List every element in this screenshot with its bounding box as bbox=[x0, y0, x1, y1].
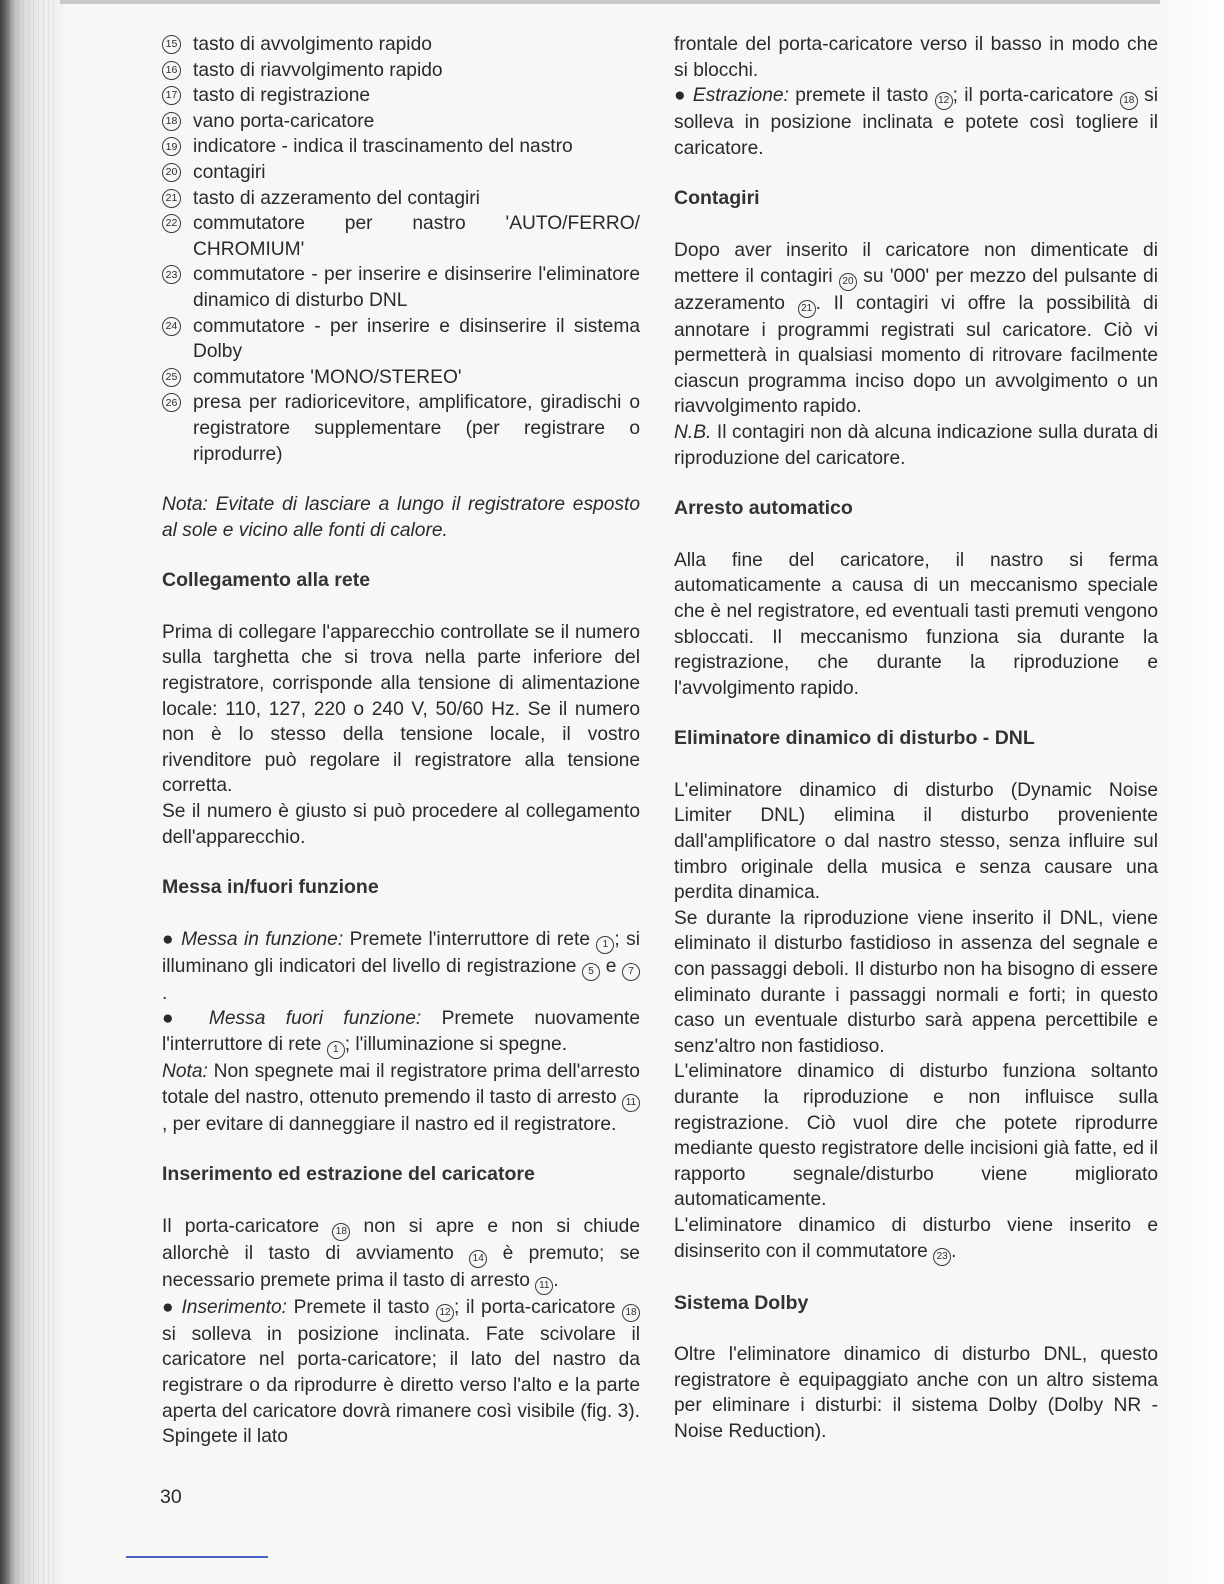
circled-number-icon: 14 bbox=[469, 1250, 487, 1268]
circled-number-icon: 1 bbox=[327, 1041, 345, 1059]
bullet-label: Inserimento: bbox=[181, 1296, 288, 1318]
list-item-text: commutatore - per inserire e disinserire l'eliminatore dinamico di disturbo DNL bbox=[193, 264, 640, 311]
list-item-text: tasto di riavvolgimento rapido bbox=[193, 59, 443, 81]
paragraph: Alla fine del caricatore, il nastro si ferma automaticamente a causa di un meccanismo speciale che è nel registratore, ed eventuali tasti premuti vengono sbloccati. Il meccanismo funziona sia durante la registrazione, che durante la riproduzione e l'avvolgimento rapido. bbox=[674, 549, 1158, 699]
list-item-text: commutatore per nastro 'AUTO/FERRO/ CHROMIUM' bbox=[193, 213, 640, 260]
section-title-collegamento: Collegamento alla rete bbox=[162, 569, 371, 592]
list-item-text: presa per radioricevitore, amplificatore, giradischi o registratore supplementare (per registrare o riprodurre) bbox=[193, 392, 640, 465]
list-item bbox=[162, 160, 640, 186]
circled-number-icon: 23 bbox=[933, 1248, 951, 1266]
paragraph: L'eliminatore dinamico di disturbo funziona soltanto durante la riproduzione e non influisce sulla registrazione. Ciò vuol dire che potete riprodurre mediante questo registratore delle incisioni già fatte, ed il rapporto segnale/disturbo viene migliorato automaticamente. bbox=[674, 1061, 1158, 1211]
paragraph: Oltre l'eliminatore dinamico di disturbo DNL, questo registratore è equipaggiato anche con un altro sistema per eliminare i disturbi: il sistema Dolby (Dolby NR - Noise Reduction). bbox=[674, 1344, 1158, 1442]
list-item-text: contagiri bbox=[193, 161, 266, 183]
components-list bbox=[162, 32, 640, 467]
section-title-inserimento: Inserimento ed estrazione del caricatore bbox=[162, 1163, 535, 1186]
bullet-icon: ● bbox=[162, 1008, 189, 1030]
paragraph: Dopo aver inserito il caricatore non dimenticate di mettere il contagiri 20 su '000' per mezzo del pulsante di azzeramento 21 . Il contagiri vi offre la possibilità di annotare i programmi registrati sul caricatore. Ciò vi permetterà in qualsiasi momento di ritrovare facilmente ciascun programma inciso dopo un avvolgimento o un riavvolgimento rapido. bbox=[674, 239, 1158, 418]
section-title-dnl: Eliminatore dinamico di disturbo - DNL bbox=[674, 727, 1035, 750]
circled-number-icon: 21 bbox=[162, 189, 181, 208]
circled-number-icon: 12 bbox=[436, 1304, 454, 1322]
note-paragraph: Nota: Non spegnete mai il registratore prima dell'arresto totale del nastro, ottenuto premendo il tasto di arresto 11, per evitare di danneggiare il nastro ed il registratore. bbox=[162, 1061, 640, 1135]
heat-warning-note: Nota: Evitate di lasciare a lungo il registratore esposto al sole e vicino alle fonti di calore. bbox=[162, 494, 640, 541]
circled-number-icon: 21 bbox=[798, 300, 816, 318]
circled-number-icon: 20 bbox=[162, 163, 181, 182]
list-item bbox=[162, 134, 640, 160]
bullet-label: Estrazione: bbox=[692, 85, 789, 107]
section-title-arresto: Arresto automatico bbox=[674, 497, 853, 520]
list-item bbox=[162, 109, 640, 135]
circled-number-icon: 17 bbox=[162, 86, 181, 105]
list-item-text: tasto di azzeramento del contagiri bbox=[193, 187, 480, 209]
list-item-text: vano porta-caricatore bbox=[193, 110, 375, 132]
bullet-icon: ● bbox=[162, 1296, 175, 1318]
paragraph: frontale del porta-caricatore verso il basso in modo che si blocchi. bbox=[674, 34, 1158, 81]
binding-texture bbox=[8, 0, 58, 1584]
paragraph: L'eliminatore dinamico di disturbo viene inserito e disinserito con il commutatore 23 . bbox=[674, 1213, 1158, 1266]
circled-number-icon: 26 bbox=[162, 393, 181, 412]
list-item bbox=[162, 365, 640, 391]
list-item bbox=[162, 211, 640, 262]
circled-number-icon: 15 bbox=[162, 35, 181, 54]
list-item bbox=[162, 186, 640, 212]
circled-number-icon: 24 bbox=[162, 317, 181, 336]
right-column bbox=[674, 32, 1158, 1445]
left-column bbox=[162, 32, 640, 1450]
paragraph: L'eliminatore dinamico di disturbo (Dynamic Noise Limiter DNL) elimina il disturbo proveniente dall'amplificatore o dal nastro stesso, senza influire sul timbro originale della musica e senza causare una perdita dinamica. bbox=[674, 779, 1158, 904]
list-item-text: tasto di avvolgimento rapido bbox=[193, 34, 432, 55]
bullet-paragraph: ● Estrazione: premete il tasto 12 ; il porta-caricatore 18 si solleva in posizione inclinata e potete così togliere il caricatore. bbox=[674, 85, 1158, 159]
circled-number-icon: 1 bbox=[596, 936, 614, 954]
circled-number-icon: 19 bbox=[162, 137, 181, 156]
bullet-paragraph: ● Inserimento: Premete il tasto 12 ; il porta-caricatore 18 si solleva in posizione inclinata. Fate scivolare il caricatore nel porta-caricatore; il lato del nastro da registrare o da riprodurre è diretto verso l'alto e la parte aperta del caricatore dovrà rimanere così visibile (fig. 3). Spingete il lato bbox=[162, 1296, 640, 1448]
nb-label: N.B. bbox=[674, 421, 712, 443]
bullet-label: Messa in funzione: bbox=[181, 928, 344, 950]
circled-number-icon: 5 bbox=[582, 963, 600, 981]
circled-number-icon: 16 bbox=[162, 61, 181, 80]
bullet-paragraph: ● Messa fuori funzione: Premete nuovamente l'interruttore di rete 1 ; l'illuminazione si spegne. bbox=[162, 1006, 640, 1059]
page-number: 30 bbox=[160, 1486, 182, 1508]
circled-number-icon: 11 bbox=[622, 1094, 640, 1112]
bottom-blue-rule bbox=[126, 1556, 268, 1558]
list-item bbox=[162, 390, 640, 467]
circled-number-icon: 20 bbox=[839, 273, 857, 291]
list-item bbox=[162, 262, 640, 313]
circled-number-icon: 18 bbox=[622, 1304, 640, 1322]
list-item bbox=[162, 83, 640, 109]
bullet-paragraph: ● Messa in funzione: Premete l'interruttore di rete 1 ; si illuminano gli indicatori del livello di registrazione 5 e 7. bbox=[162, 928, 640, 1004]
circled-number-icon: 22 bbox=[162, 214, 181, 233]
bullet-label: Messa fuori funzione: bbox=[208, 1008, 422, 1030]
bullet-icon: ● bbox=[162, 928, 175, 950]
circled-number-icon: 23 bbox=[162, 265, 181, 284]
circled-number-icon: 12 bbox=[935, 92, 953, 110]
list-item bbox=[162, 58, 640, 84]
list-item-text: commutatore 'MONO/STEREO' bbox=[193, 366, 462, 388]
section-title-contagiri: Contagiri bbox=[674, 187, 760, 210]
paragraph: Prima di collegare l'apparecchio controllate se il numero sulla targhetta che si trova nella parte inferiore del registratore, corrisponde alla tensione di alimentazione locale: 110, 127, 220 o 240 V, 50/60 Hz. Se il numero non è lo stesso della tensione locale, il vostro rivenditore può regolare il registratore alla tensione corretta. bbox=[162, 621, 640, 797]
list-item-text: commutatore - per inserire e disinserire il sistema Dolby bbox=[193, 315, 640, 363]
list-item bbox=[162, 32, 640, 58]
paragraph: Se durante la riproduzione viene inserito il DNL, viene eliminato il disturbo fastidioso in assenza del segnale e con passaggi deboli. Il disturbo non ha bisogno di essere eliminato durante i passaggi normali e forti; in questo caso un eventuale disturbo sarà appena percettibile e senz'altro non fastidioso. bbox=[674, 907, 1158, 1057]
bullet-icon: ● bbox=[674, 85, 687, 107]
circled-number-icon: 11 bbox=[535, 1277, 553, 1295]
circled-number-icon: 7 bbox=[622, 963, 640, 981]
top-edge-rule bbox=[60, 0, 1160, 4]
paragraph: Se il numero è giusto si può procedere al collegamento dell'apparecchio. bbox=[162, 801, 640, 848]
note-label: Nota: bbox=[162, 1061, 208, 1082]
list-item bbox=[162, 314, 640, 365]
list-item-text: tasto di registrazione bbox=[193, 85, 371, 107]
nb-paragraph: N.B. Il contagiri non dà alcuna indicazione sulla durata di riproduzione del caricatore. bbox=[674, 421, 1158, 469]
section-title-dolby: Sistema Dolby bbox=[674, 1291, 809, 1314]
paragraph: Il porta-caricatore 18 non si apre e non si chiude allorchè il tasto di avviamento 14 è premuto; se necessario premete prima il tasto di arresto 11 . bbox=[162, 1214, 640, 1295]
circled-number-icon: 18 bbox=[162, 112, 181, 131]
section-title-messa-funzione: Messa in/fuori funzione bbox=[162, 876, 379, 899]
right-margin bbox=[1162, 0, 1224, 1584]
list-item-text: indicatore - indica il trascinamento del nastro bbox=[193, 136, 573, 158]
circled-number-icon: 18 bbox=[1120, 92, 1138, 110]
circled-number-icon: 18 bbox=[332, 1223, 350, 1241]
circled-number-icon: 25 bbox=[162, 368, 181, 387]
